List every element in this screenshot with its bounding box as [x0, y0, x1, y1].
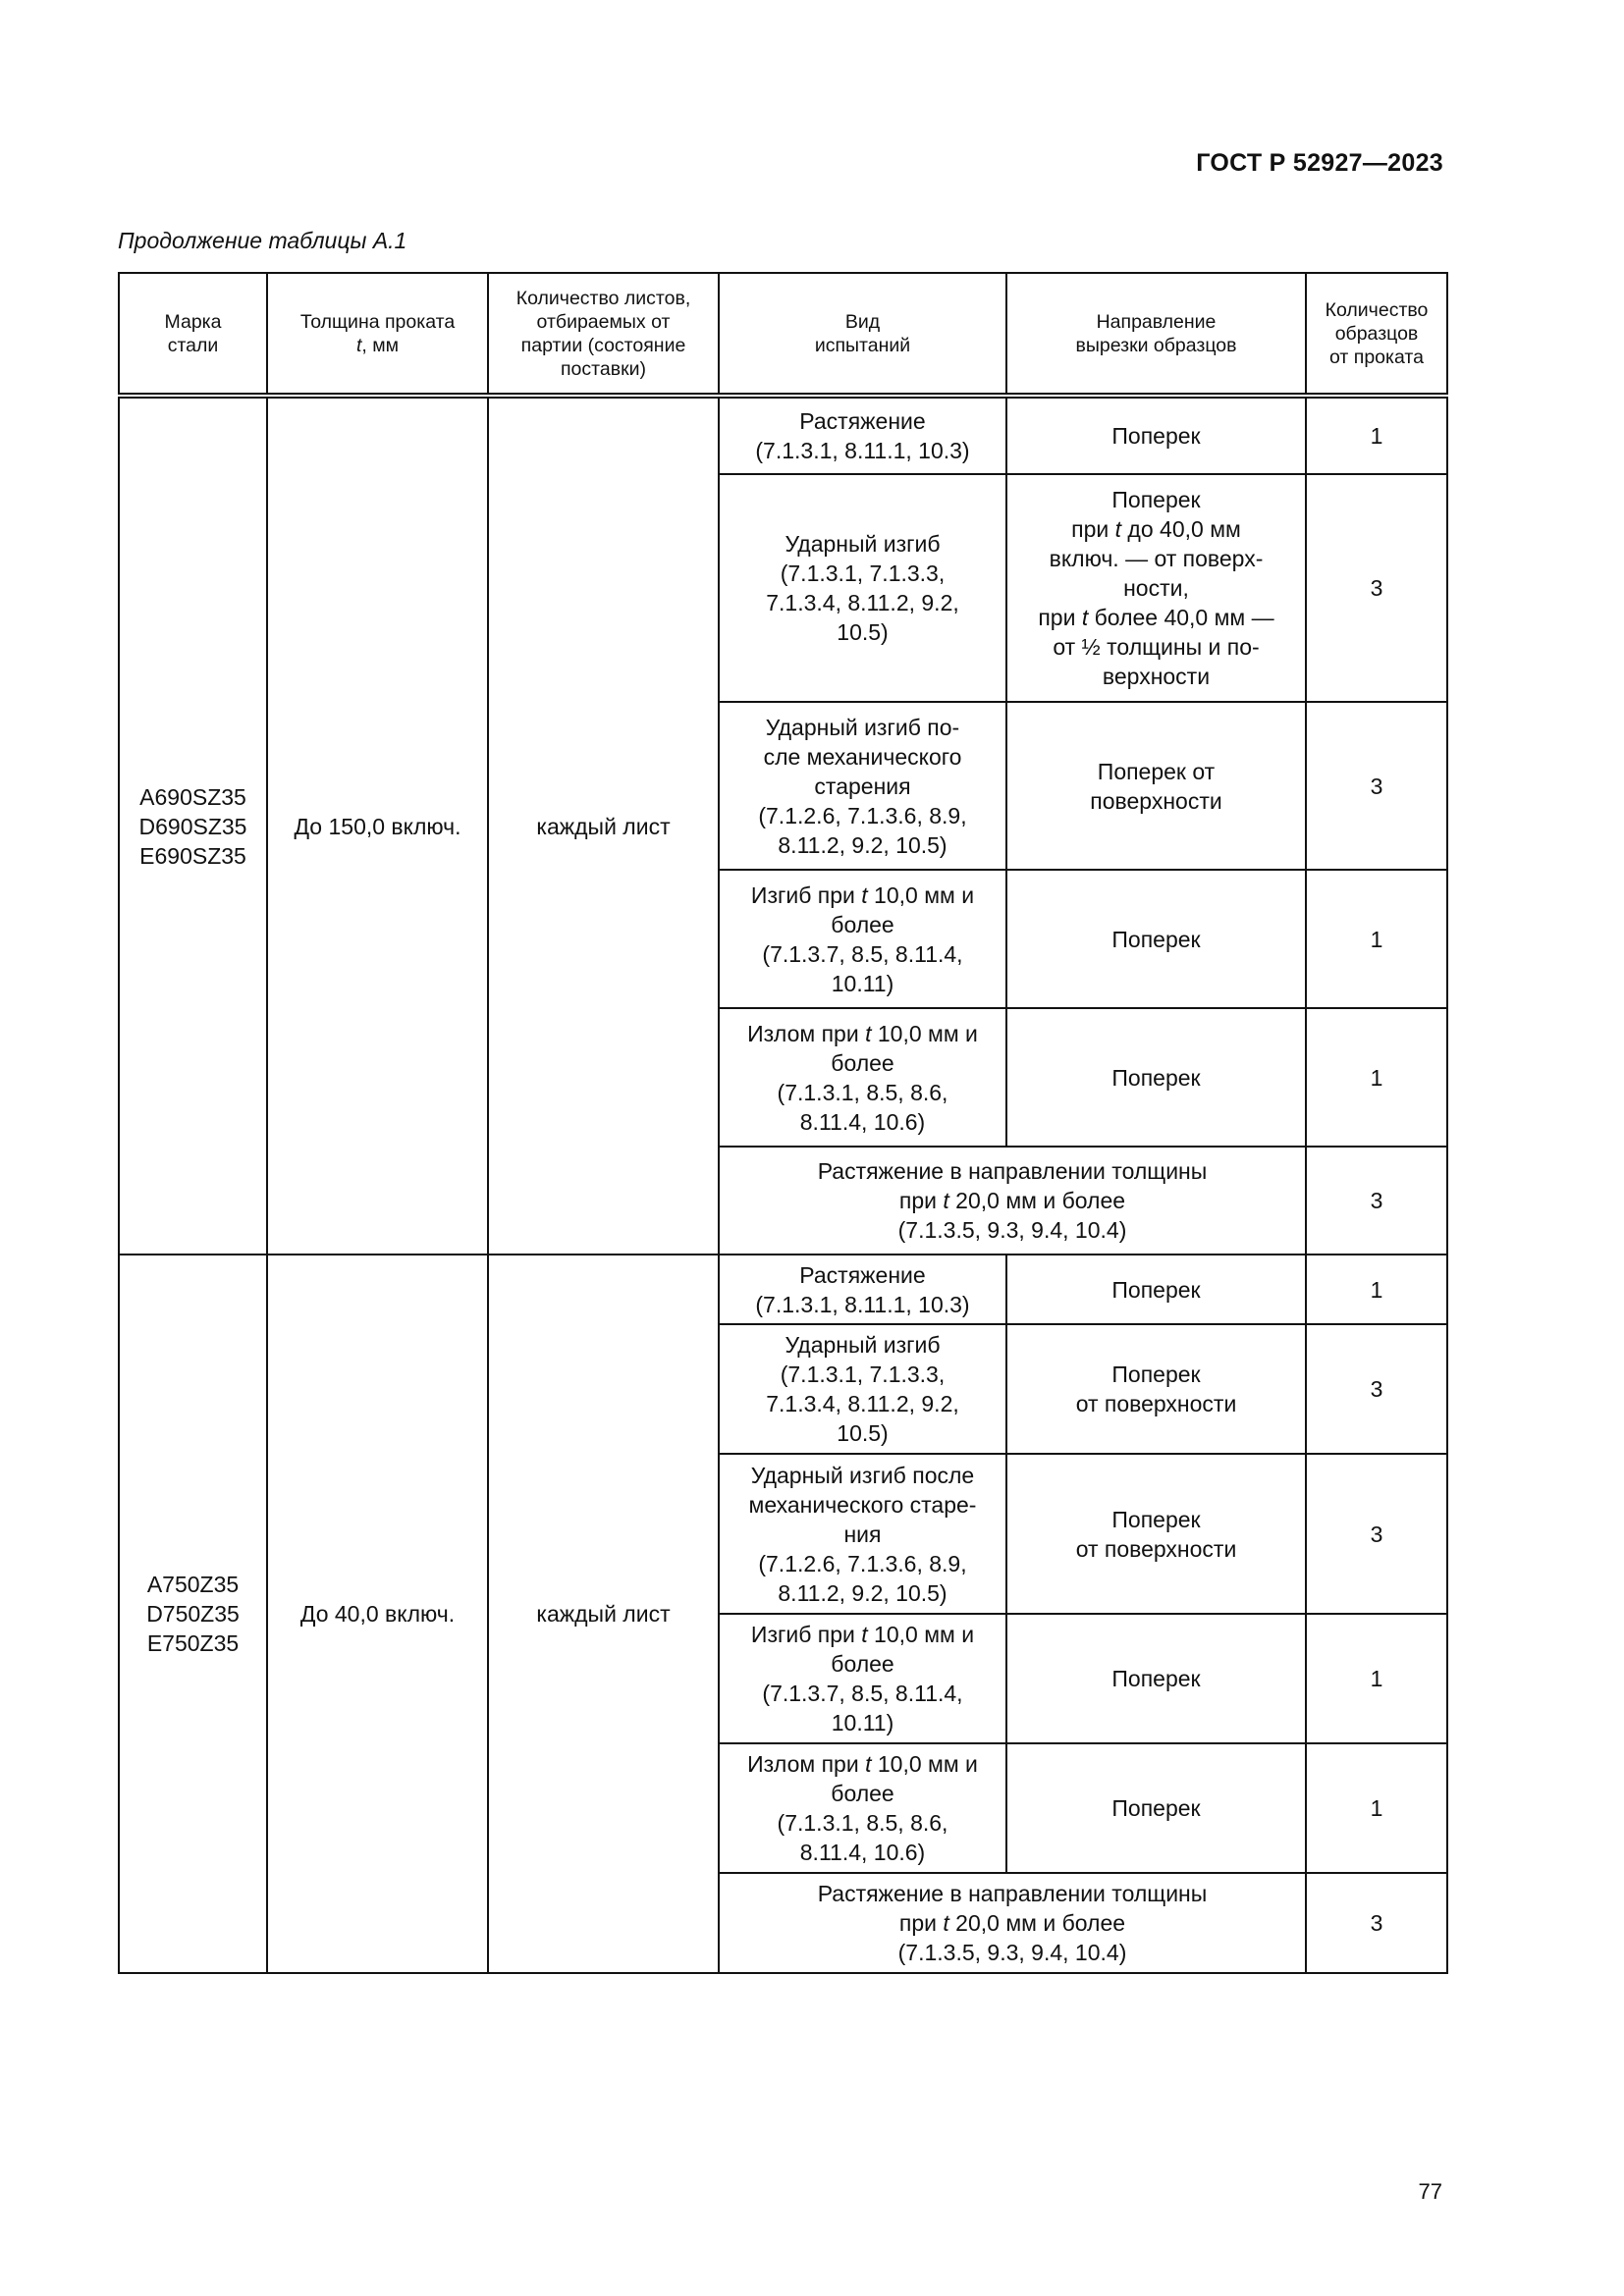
direction-cell: Поперек — [1006, 396, 1306, 474]
through-thickness-test-cell: Растяжение в направлении толщины при t 20,0 мм и более (7.1.3.5, 9.3, 9.4, 10.4) — [719, 1873, 1306, 1973]
test-type-cell: Ударный изгиб после механического старе- ния (7.1.2.6, 7.1.3.6, 8.9, 8.11.2, 9.2, 10.5) — [719, 1454, 1006, 1614]
direction-cell: Поперек — [1006, 870, 1306, 1008]
steel-grade-cell: A690SZ35 D690SZ35 E690SZ35 — [119, 396, 267, 1255]
test-type-cell: Растяжение (7.1.3.1, 8.11.1, 10.3) — [719, 396, 1006, 474]
direction-cell: Поперек — [1006, 1255, 1306, 1324]
thickness-cell: До 40,0 включ. — [267, 1255, 488, 1973]
sample-count-cell: 1 — [1306, 1255, 1447, 1324]
direction-cell: Поперек — [1006, 1743, 1306, 1873]
column-header-grade: Марка стали — [119, 273, 267, 396]
sample-count-cell: 3 — [1306, 1147, 1447, 1255]
test-type-cell: Растяжение (7.1.3.1, 8.11.1, 10.3) — [719, 1255, 1006, 1324]
sample-count-cell: 1 — [1306, 396, 1447, 474]
sample-count-cell: 3 — [1306, 702, 1447, 870]
direction-cell: Поперек — [1006, 1008, 1306, 1147]
table-row — [119, 396, 1447, 474]
sheets-cell: каждый лист — [488, 396, 719, 1255]
test-type-cell: Изгиб при t 10,0 мм и более (7.1.3.7, 8.5, 8.11.4, 10.11) — [719, 870, 1006, 1008]
column-header-thickness: Толщина проката t, мм — [267, 273, 488, 396]
test-type-cell: Ударный изгиб (7.1.3.1, 7.1.3.3, 7.1.3.4, 8.11.2, 9.2, 10.5) — [719, 474, 1006, 702]
table-row — [119, 1255, 1447, 1324]
direction-cell: Поперек при t до 40,0 мм включ. — от поверх- ности, при t более 40,0 мм — от ½ толщины и по- верхности — [1006, 474, 1306, 702]
page-number: 77 — [1418, 2179, 1442, 2204]
sample-count-cell: 1 — [1306, 1743, 1447, 1873]
test-requirements-table — [118, 272, 1448, 1974]
test-type-cell: Излом при t 10,0 мм и более (7.1.3.1, 8.5, 8.6, 8.11.4, 10.6) — [719, 1743, 1006, 1873]
sample-count-cell: 3 — [1306, 1324, 1447, 1454]
steel-grade-cell: A750Z35 D750Z35 E750Z35 — [119, 1255, 267, 1973]
sample-count-cell: 3 — [1306, 474, 1447, 702]
direction-cell: Поперек от поверхности — [1006, 1324, 1306, 1454]
sample-count-cell: 3 — [1306, 1454, 1447, 1614]
sample-count-cell: 1 — [1306, 870, 1447, 1008]
table-caption: Продолжение таблицы А.1 — [118, 228, 407, 253]
thickness-cell: До 150,0 включ. — [267, 396, 488, 1255]
column-header-test-type: Вид испытаний — [719, 273, 1006, 396]
test-type-cell: Ударный изгиб по- сле механического старения (7.1.2.6, 7.1.3.6, 8.9, 8.11.2, 9.2, 10.5) — [719, 702, 1006, 870]
sheets-cell: каждый лист — [488, 1255, 719, 1973]
through-thickness-test-cell: Растяжение в направлении толщины при t 20,0 мм и более (7.1.3.5, 9.3, 9.4, 10.4) — [719, 1147, 1306, 1255]
test-type-cell: Ударный изгиб (7.1.3.1, 7.1.3.3, 7.1.3.4, 8.11.2, 9.2, 10.5) — [719, 1324, 1006, 1454]
direction-cell: Поперек от поверхности — [1006, 702, 1306, 870]
column-header-direction: Направление вырезки образцов — [1006, 273, 1306, 396]
test-type-cell: Излом при t 10,0 мм и более (7.1.3.1, 8.5, 8.6, 8.11.4, 10.6) — [719, 1008, 1006, 1147]
direction-cell: Поперек — [1006, 1614, 1306, 1743]
sample-count-cell: 1 — [1306, 1008, 1447, 1147]
document-code: ГОСТ Р 52927—2023 — [1196, 149, 1443, 177]
direction-cell: Поперек от поверхности — [1006, 1454, 1306, 1614]
test-type-cell: Изгиб при t 10,0 мм и более (7.1.3.7, 8.5, 8.11.4, 10.11) — [719, 1614, 1006, 1743]
column-header-sheets: Количество листов, отбираемых от партии (состояние поставки) — [488, 273, 719, 396]
sample-count-cell: 3 — [1306, 1873, 1447, 1973]
column-header-sample-count: Количество образцов от проката — [1306, 273, 1447, 396]
sample-count-cell: 1 — [1306, 1614, 1447, 1743]
